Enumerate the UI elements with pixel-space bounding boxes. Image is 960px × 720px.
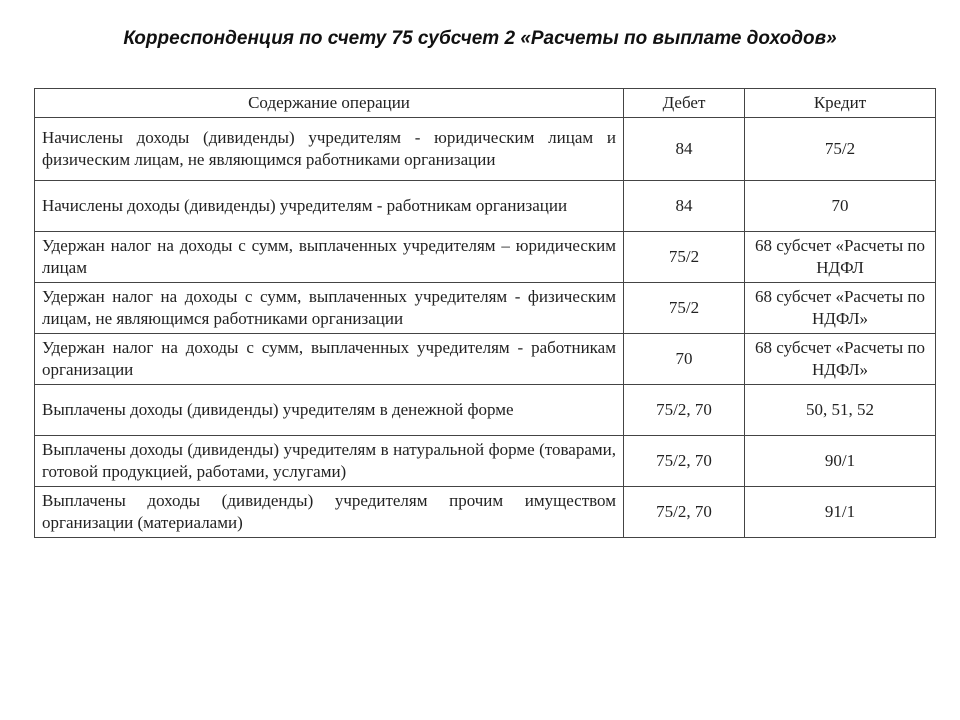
operation-description: Удержан налог на доходы с сумм, выплаченных учредителям - работникам организации — [35, 334, 624, 385]
credit-cell: 70 — [745, 181, 936, 232]
header-description: Содержание операции — [35, 89, 624, 118]
credit-cell: 75/2 — [745, 118, 936, 181]
table-row — [35, 283, 936, 334]
table-row — [35, 118, 936, 181]
table-row — [35, 385, 936, 436]
debit-cell: 84 — [624, 181, 745, 232]
debit-cell: 75/2, 70 — [624, 436, 745, 487]
table-row — [35, 334, 936, 385]
credit-cell: 91/1 — [745, 487, 936, 538]
table-row — [35, 232, 936, 283]
table-row — [35, 436, 936, 487]
table-header-row — [35, 89, 936, 118]
credit-cell: 50, 51, 52 — [745, 385, 936, 436]
debit-cell: 84 — [624, 118, 745, 181]
debit-cell: 75/2 — [624, 283, 745, 334]
correspondence-table — [34, 88, 936, 538]
header-credit: Кредит — [745, 89, 936, 118]
operation-description: Выплачены доходы (дивиденды) учредителям прочим имуществом организации (материалами) — [35, 487, 624, 538]
operation-description: Выплачены доходы (дивиденды) учредителям в денежной форме — [35, 385, 624, 436]
operation-description: Удержан налог на доходы с сумм, выплаченных учредителям - физическим лицам, не являющимся работниками организации — [35, 283, 624, 334]
credit-cell: 90/1 — [745, 436, 936, 487]
debit-cell: 75/2, 70 — [624, 487, 745, 538]
table-row — [35, 487, 936, 538]
debit-cell: 70 — [624, 334, 745, 385]
header-debit: Дебет — [624, 89, 745, 118]
operation-description: Начислены доходы (дивиденды) учредителям - юридическим лицам и физическим лицам, не являющимся работниками организации — [35, 118, 624, 181]
credit-cell: 68 субсчет «Расчеты по НДФЛ — [745, 232, 936, 283]
operation-description: Удержан налог на доходы с сумм, выплаченных учредителям – юридическим лицам — [35, 232, 624, 283]
debit-cell: 75/2, 70 — [624, 385, 745, 436]
credit-cell: 68 субсчет «Расчеты по НДФЛ» — [745, 334, 936, 385]
operation-description: Начислены доходы (дивиденды) учредителям - работникам организации — [35, 181, 624, 232]
table-row — [35, 181, 936, 232]
debit-cell: 75/2 — [624, 232, 745, 283]
page-title: Корреспонденция по счету 75 субсчет 2 «Расчеты по выплате доходов» — [123, 28, 837, 49]
credit-cell: 68 субсчет «Расчеты по НДФЛ» — [745, 283, 936, 334]
operation-description: Выплачены доходы (дивиденды) учредителям в натуральной форме (товарами, готовой продукцией, работами, услугами) — [35, 436, 624, 487]
